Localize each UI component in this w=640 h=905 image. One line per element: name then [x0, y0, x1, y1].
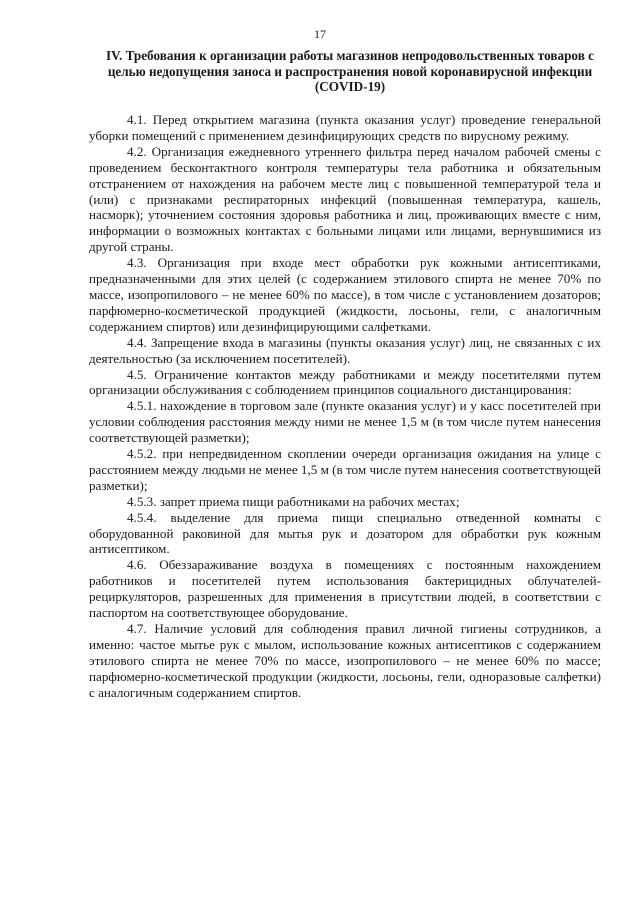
section-heading: IV. Требования к организации работы магазинов непродовольственных товаров с целью недопущения заноса и распространения новой коронавирусной инфекции (COVID-19)	[106, 48, 594, 94]
paragraph-4-5-4: 4.5.4. выделение для приема пищи специально отведенной комнаты с оборудованной раковиной для мытья рук и дозатором для обработки рук кожным антисептиком.	[89, 509, 601, 557]
paragraph-4-6: 4.6. Обеззараживание воздуха в помещениях с постоянным нахождением работников и посетителей путем использования бактерицидных облучателей-рециркуляторов, разрешенных для применения в присутствии людей, в соответствии с паспортом на соответствующее оборудование.	[89, 557, 601, 621]
paragraph-4-3: 4.3. Организация при входе мест обработки рук кожными антисептиками, предназначенными для этих целей (с содержанием этилового спирта не менее 70% по массе, изопропилового – не менее 60% по массе), в том числе с установлением дозаторов; парфюмерно-косметической продукцией (жидкости, лосьоны, гели, с аналогичным содержанием спиртов) или дезинфицирующими салфетками.	[89, 255, 601, 334]
paragraph-4-5: 4.5. Ограничение контактов между работниками и между посетителями путем организации обслуживания с соблюдением принципов социального дистанцирования:	[89, 366, 601, 398]
page-number: 17	[314, 27, 326, 41]
paragraph-4-7: 4.7. Наличие условий для соблюдения правил личной гигиены сотрудников, а именно: частое мытье рук с мылом, использование кожных антисептиков с содержанием этилового спирта не менее 70% по массе, изопропилового – не менее 60% по массе; парфюмерно-косметической продукции (жидкости, лосьоны, гели, одноразовые салфетки) с аналогичным содержанием спиртов.	[89, 621, 601, 700]
document-body	[89, 112, 601, 701]
paragraph-4-5-2: 4.5.2. при непредвиденном скоплении очереди организация ожидания на улице с расстоянием между людьми не менее 1,5 м (в том числе путем нанесения соответствующей разметки);	[89, 446, 601, 493]
paragraph-4-2: 4.2. Организация ежедневного утреннего фильтра перед началом рабочей смены с проведением бесконтактного контроля температуры тела работника и обязательным отстранением от нахождения на рабочем месте лиц с повышенной температурой тела и (или) с признаками респираторных инфекций (повышенная температура, кашель, насморк); уточнением состояния здоровья работника и лиц, проживающих вместе с ним, информации о возможных контактах с больными лицами или лицами, вернувшимися из другой страны.	[89, 143, 601, 255]
paragraph-4-1: 4.1. Перед открытием магазина (пункта оказания услуг) проведение генеральной уборки помещений с применением дезинфицирующих средств по вирусному режиму.	[89, 112, 601, 143]
paragraph-4-5-1: 4.5.1. нахождение в торговом зале (пункте оказания услуг) и у касс посетителей при условии соблюдения расстояния между ними не менее 1,5 м (в том числе путем нанесения соответствующей разметки);	[89, 398, 601, 446]
paragraph-4-4: 4.4. Запрещение входа в магазины (пункты оказания услуг) лиц, не связанных с их деятельностью (за исключением посетителей).	[89, 334, 601, 366]
paragraph-4-5-3: 4.5.3. запрет приема пищи работниками на рабочих местах;	[127, 493, 460, 509]
